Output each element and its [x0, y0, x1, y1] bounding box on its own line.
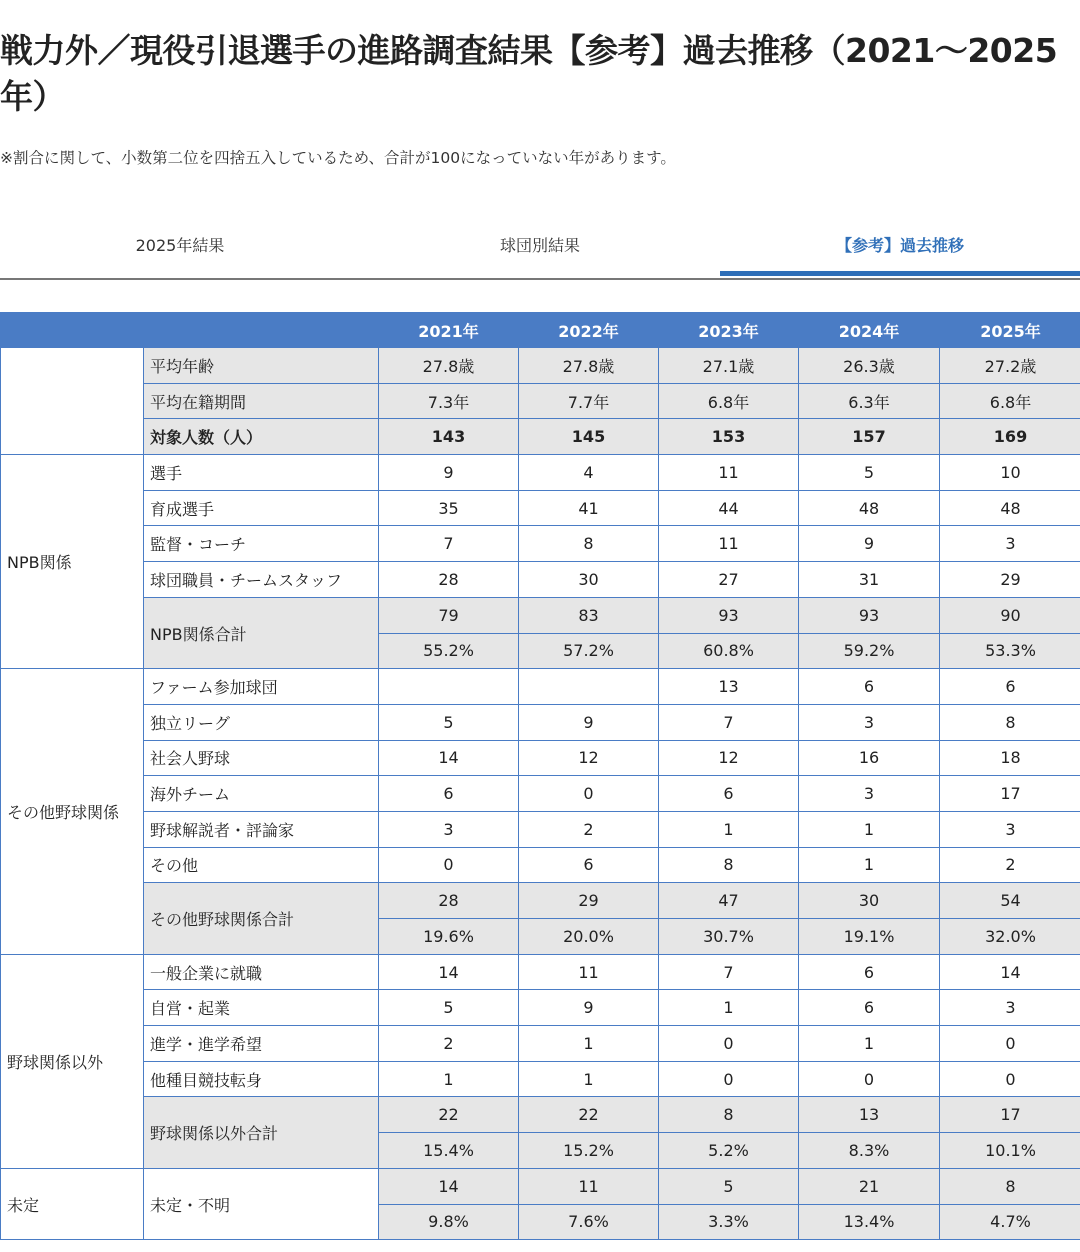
value-cell: 18	[940, 740, 1080, 776]
value-cell: 12	[659, 740, 799, 776]
row-label: 選手	[144, 455, 379, 491]
value-cell: 83	[519, 597, 659, 633]
value-cell: 6	[519, 847, 659, 883]
year-header: 2025年	[940, 313, 1080, 348]
value-cell: 3	[799, 776, 940, 812]
value-cell: 157	[799, 419, 940, 455]
value-cell: 31	[799, 562, 940, 598]
value-cell: 6	[940, 669, 1080, 705]
summary-row	[1, 348, 1080, 384]
value-cell: 5	[379, 990, 519, 1026]
value-cell: 0	[379, 847, 519, 883]
value-cell: 3	[379, 811, 519, 847]
value-cell: 153	[659, 419, 799, 455]
total-label: その他野球関係合計	[144, 883, 379, 954]
value-cell: 11	[659, 526, 799, 562]
value-cell: 48	[799, 490, 940, 526]
summary-group-cell	[1, 348, 144, 455]
row-label: その他	[144, 847, 379, 883]
value-cell: 15.2%	[519, 1133, 659, 1169]
undecided-row	[1, 1168, 1080, 1204]
value-cell: 7.7年	[519, 383, 659, 419]
value-cell: 6.8年	[659, 383, 799, 419]
table-row	[1, 526, 1080, 562]
value-cell: 169	[940, 419, 1080, 455]
value-cell: 8.3%	[799, 1133, 940, 1169]
header-blank	[1, 313, 379, 348]
value-cell: 1	[379, 1061, 519, 1097]
trend-table	[0, 312, 1080, 1240]
value-cell: 90	[940, 597, 1080, 633]
value-cell: 57.2%	[519, 633, 659, 669]
value-cell: 26.3歳	[799, 348, 940, 384]
row-label: 野球解説者・評論家	[144, 811, 379, 847]
value-cell: 7.6%	[519, 1204, 659, 1240]
tab-team-results[interactable]: 球団別結果	[499, 236, 580, 255]
value-cell: 6	[799, 669, 940, 705]
value-cell: 12	[519, 740, 659, 776]
value-cell: 5.2%	[659, 1133, 799, 1169]
value-cell: 27	[659, 562, 799, 598]
value-cell: 54	[940, 883, 1080, 919]
table-row	[1, 847, 1080, 883]
value-cell: 9	[519, 704, 659, 740]
group-label: NPB関係	[1, 455, 144, 669]
row-label: 海外チーム	[144, 776, 379, 812]
value-cell: 29	[940, 562, 1080, 598]
row-label: 他種目競技転身	[144, 1061, 379, 1097]
row-label: 対象人数（人）	[144, 419, 379, 455]
value-cell: 14	[379, 954, 519, 990]
total-label: 野球関係以外合計	[144, 1097, 379, 1168]
value-cell: 11	[519, 1168, 659, 1204]
row-label: 未定・不明	[144, 1168, 379, 1239]
year-header: 2024年	[799, 313, 940, 348]
value-cell: 22	[519, 1097, 659, 1133]
row-label: 球団職員・チームスタッフ	[144, 562, 379, 598]
value-cell: 9.8%	[379, 1204, 519, 1240]
value-cell: 6	[379, 776, 519, 812]
value-cell: 8	[659, 847, 799, 883]
table-row	[1, 1061, 1080, 1097]
value-cell: 27.1歳	[659, 348, 799, 384]
total-label: NPB関係合計	[144, 597, 379, 668]
value-cell: 8	[659, 1097, 799, 1133]
row-label: ファーム参加球団	[144, 669, 379, 705]
row-label: 平均在籍期間	[144, 383, 379, 419]
value-cell: 11	[519, 954, 659, 990]
total-row	[1, 883, 1080, 919]
value-cell: 9	[519, 990, 659, 1026]
value-cell	[379, 669, 519, 705]
value-cell: 2	[379, 1026, 519, 1062]
value-cell: 16	[799, 740, 940, 776]
value-cell: 0	[799, 1061, 940, 1097]
row-label: 社会人野球	[144, 740, 379, 776]
value-cell: 1	[799, 847, 940, 883]
row-label: 一般企業に就職	[144, 954, 379, 990]
value-cell: 10.1%	[940, 1133, 1080, 1169]
value-cell: 1	[519, 1061, 659, 1097]
value-cell: 79	[379, 597, 519, 633]
table-body	[1, 348, 1080, 1240]
value-cell: 93	[799, 597, 940, 633]
table-row	[1, 455, 1080, 491]
value-cell: 5	[799, 455, 940, 491]
value-cell: 1	[519, 1026, 659, 1062]
value-cell: 1	[799, 811, 940, 847]
value-cell: 1	[659, 990, 799, 1026]
value-cell: 4	[519, 455, 659, 491]
table-row	[1, 562, 1080, 598]
value-cell: 30.7%	[659, 919, 799, 955]
year-header: 2021年	[379, 313, 519, 348]
header-row	[1, 313, 1080, 348]
value-cell: 7	[379, 526, 519, 562]
value-cell: 32.0%	[940, 919, 1080, 955]
value-cell: 11	[659, 455, 799, 491]
value-cell: 17	[940, 1097, 1080, 1133]
group-label: その他野球関係	[1, 669, 144, 955]
value-cell: 27.8歳	[379, 348, 519, 384]
value-cell: 28	[379, 883, 519, 919]
value-cell: 93	[659, 597, 799, 633]
total-row	[1, 1097, 1080, 1133]
value-cell: 4.7%	[940, 1204, 1080, 1240]
value-cell: 22	[379, 1097, 519, 1133]
value-cell: 6	[799, 954, 940, 990]
value-cell: 19.6%	[379, 919, 519, 955]
value-cell: 14	[379, 1168, 519, 1204]
table-row	[1, 490, 1080, 526]
value-cell: 2	[940, 847, 1080, 883]
value-cell: 7	[659, 704, 799, 740]
value-cell: 35	[379, 490, 519, 526]
table-row	[1, 1026, 1080, 1062]
table-row	[1, 811, 1080, 847]
value-cell: 8	[519, 526, 659, 562]
value-cell: 6.3年	[799, 383, 940, 419]
value-cell: 145	[519, 419, 659, 455]
value-cell: 21	[799, 1168, 940, 1204]
value-cell: 3	[940, 526, 1080, 562]
value-cell: 6	[799, 990, 940, 1026]
value-cell: 14	[940, 954, 1080, 990]
table-row	[1, 740, 1080, 776]
value-cell: 1	[659, 811, 799, 847]
value-cell: 8	[940, 704, 1080, 740]
row-label: 自営・起業	[144, 990, 379, 1026]
value-cell: 27.2歳	[940, 348, 1080, 384]
value-cell: 3	[940, 811, 1080, 847]
value-cell: 143	[379, 419, 519, 455]
summary-row	[1, 419, 1080, 455]
value-cell: 13	[659, 669, 799, 705]
value-cell: 0	[940, 1026, 1080, 1062]
value-cell: 13.4%	[799, 1204, 940, 1240]
value-cell: 53.3%	[940, 633, 1080, 669]
table-row	[1, 954, 1080, 990]
value-cell: 29	[519, 883, 659, 919]
value-cell: 9	[379, 455, 519, 491]
row-label: 監督・コーチ	[144, 526, 379, 562]
row-label: 育成選手	[144, 490, 379, 526]
value-cell: 17	[940, 776, 1080, 812]
value-cell: 0	[659, 1026, 799, 1062]
row-label: 進学・進学希望	[144, 1026, 379, 1062]
value-cell: 10	[940, 455, 1080, 491]
group-label: 野球関係以外	[1, 954, 144, 1168]
value-cell: 3.3%	[659, 1204, 799, 1240]
value-cell: 13	[799, 1097, 940, 1133]
tab-past-trend[interactable]: 【参考】過去推移	[835, 236, 964, 255]
row-label: 平均年齢	[144, 348, 379, 384]
total-row	[1, 597, 1080, 633]
value-cell: 55.2%	[379, 633, 519, 669]
value-cell: 1	[799, 1026, 940, 1062]
value-cell: 0	[940, 1061, 1080, 1097]
year-header: 2022年	[519, 313, 659, 348]
table-row	[1, 704, 1080, 740]
tab-2025-results[interactable]: 2025年結果	[135, 236, 225, 255]
value-cell: 48	[940, 490, 1080, 526]
value-cell: 0	[659, 1061, 799, 1097]
value-cell: 44	[659, 490, 799, 526]
value-cell: 7.3年	[379, 383, 519, 419]
value-cell: 27.8歳	[519, 348, 659, 384]
value-cell: 5	[659, 1168, 799, 1204]
value-cell: 19.1%	[799, 919, 940, 955]
value-cell: 8	[940, 1168, 1080, 1204]
value-cell: 47	[659, 883, 799, 919]
value-cell: 30	[799, 883, 940, 919]
value-cell: 6.8年	[940, 383, 1080, 419]
table-row	[1, 990, 1080, 1026]
value-cell: 5	[379, 704, 519, 740]
value-cell: 7	[659, 954, 799, 990]
value-cell: 6	[659, 776, 799, 812]
value-cell: 3	[799, 704, 940, 740]
table-row	[1, 669, 1080, 705]
value-cell: 41	[519, 490, 659, 526]
year-header: 2023年	[659, 313, 799, 348]
value-cell: 2	[519, 811, 659, 847]
value-cell: 14	[379, 740, 519, 776]
value-cell: 3	[940, 990, 1080, 1026]
value-cell: 28	[379, 562, 519, 598]
value-cell	[519, 669, 659, 705]
value-cell: 60.8%	[659, 633, 799, 669]
rounding-note: ※割合に関して、小数第二位を四捨五入しているため、合計が100になっていない年があります。	[0, 149, 676, 167]
group-label: 未定	[1, 1168, 144, 1239]
value-cell: 59.2%	[799, 633, 940, 669]
value-cell: 9	[799, 526, 940, 562]
value-cell: 15.4%	[379, 1133, 519, 1169]
table-row	[1, 776, 1080, 812]
value-cell: 30	[519, 562, 659, 598]
value-cell: 20.0%	[519, 919, 659, 955]
summary-row	[1, 383, 1080, 419]
page-title: 戦力外／現役引退選手の進路調査結果【参考】過去推移（2021～2025年）	[0, 31, 1058, 116]
value-cell: 0	[519, 776, 659, 812]
row-label: 独立リーグ	[144, 704, 379, 740]
active-tab-indicator	[720, 271, 1080, 276]
